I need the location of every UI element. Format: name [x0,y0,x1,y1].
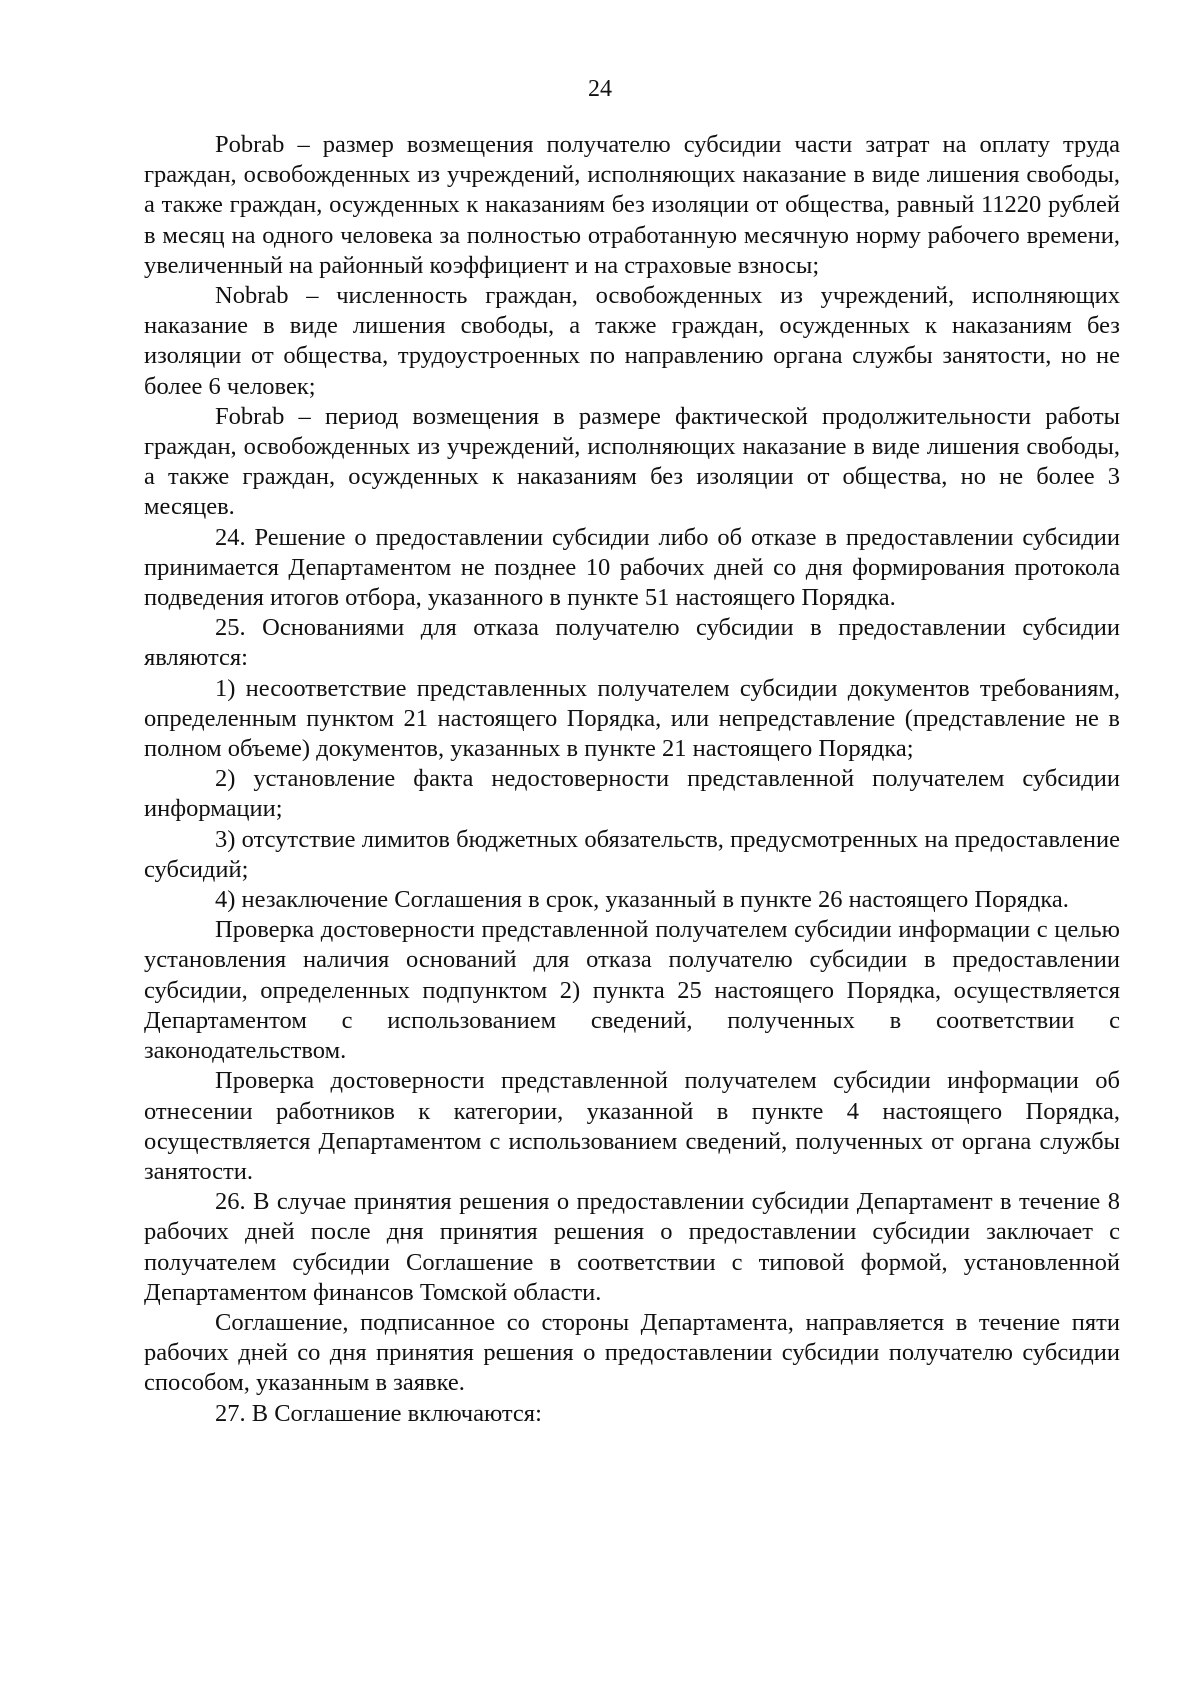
paragraph-fobrab-definition: Fobrab – период возмещения в размере фактической продолжительности работы граждан, освобожденных из учреждений, исполняющих наказание в виде лишения свободы, а также граждан, осужденных к наказаниям без изоляции от общества, но не более 3 месяцев. [144,402,1120,521]
page-number: 24 [588,76,612,102]
paragraph-nobrab-definition: Nobrab – численность граждан, освобожденных из учреждений, исполняющих наказание в виде лишения свободы, а также граждан, осужденных к наказаниям без изоляции от общества, трудоустроенных по направлению органа службы занятости, но не более 6 человек; [144,282,1120,400]
list-item-1: 1) несоответствие представленных получателем субсидии документов требованиям, определенным пунктом 21 настоящего Порядка, или непредставление (представление не в полном объеме) документов, указанных в пункте 21 настоящего Порядка; [144,674,1120,763]
paragraph-clause-24: 24. Решение о предоставлении субсидии либо об отказе в предоставлении субсидии принимается Департаментом не позднее 10 рабочих дней со дня формирования протокола подведения итогов отбора, указанного в пункте 51 настоящего Порядка. [144,523,1120,612]
list-item-4: 4) незаключение Соглашения в срок, указанный в пункте 26 настоящего Порядка. [215,886,1069,914]
paragraph-agreement-sending: Соглашение, подписанное со стороны Департамента, направляется в течение пяти рабочих дней со дня принятия решения о предоставлении субсидии получателю субсидии способом, указанным в заявке. [144,1308,1120,1397]
paragraph-pobrab-definition: Pobrab – размер возмещения получателю субсидии части затрат на оплату труда граждан, освобожденных из учреждений, исполняющих наказание в виде лишения свободы, а также граждан, осужденных к наказаниям без изоляции от общества, равный 11220 рублей в месяц на одного человека за полностью отработанную месячную норму рабочего времени, увеличенный на районный коэффициент и на страховые взносы; [144,131,1120,279]
document-body [144,130,1120,1429]
paragraph-clause-25: 25. Основаниями для отказа получателю субсидии в предоставлении субсидии являются: [144,614,1120,672]
list-item-2: 2) установление факта недостоверности представленной получателем субсидии информации; [144,765,1120,823]
paragraph-clause-26: 26. В случае принятия решения о предоставлении субсидии Департамент в течение 8 рабочих дней после дня принятия решения о предоставлении субсидии заключает с получателем субсидии Соглашение в соответствии с типовой формой, установленной Департаментом финансов Томской области. [144,1188,1120,1306]
paragraph-verification-2: Проверка достоверности представленной получателем субсидии информации об отнесении работников к категории, указанной в пункте 4 настоящего Порядка, осуществляется Департаментом с использованием сведений, полученных от органа службы занятости. [144,1067,1120,1185]
paragraph-verification-1: Проверка достоверности представленной получателем субсидии информации с целью установления наличия оснований для отказа получателю субсидии в предоставлении субсидии, определенных подпунктом 2) пункта 25 настоящего Порядка, осуществляется Департаментом с использованием сведений, полученных в соответствии с законодательством. [144,916,1120,1065]
paragraph-clause-27: 27. В Соглашение включаются: [215,1399,542,1427]
list-item-3: 3) отсутствие лимитов бюджетных обязательств, предусмотренных на предоставление субсидий; [144,825,1120,883]
